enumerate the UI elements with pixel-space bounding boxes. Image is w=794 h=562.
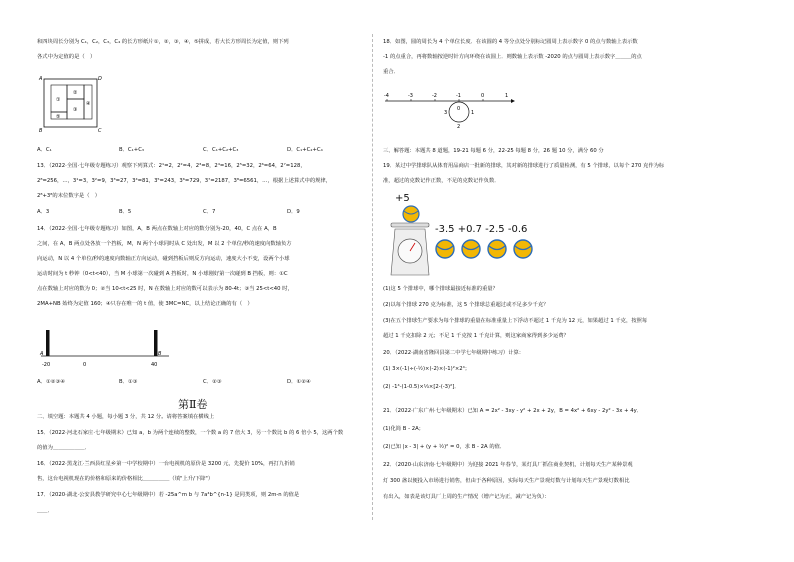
- q17-line2: ＿＿．: [37, 508, 53, 514]
- piece-label-4: ④: [86, 101, 91, 107]
- number-circle: [449, 102, 469, 122]
- tick-0: 0: [481, 93, 485, 99]
- column-divider: [372, 34, 373, 520]
- corner-label-c: C: [98, 128, 102, 134]
- piece-label-1: ①: [56, 97, 61, 103]
- q12-option-c: C．C₁+C₂+C₃: [203, 147, 239, 153]
- q19-sub3-line2: 超过 1 千克扣除 2 元；不足 1 千克按 1 千克计算，则这家商家得到多少运费？: [383, 333, 569, 339]
- corner-label-a: A: [39, 76, 43, 82]
- q19-line2: 准，超过的克数记作正数，不足的克数记作负数．: [383, 178, 500, 184]
- volleyball-icon: [462, 240, 480, 258]
- q22-line1: 22．（2020·山东济南·七年级期中）为迎接 2021 年春节，某灯具厂抓住商业契机，计划每天生产某种景观: [383, 462, 633, 468]
- q13-option-a: A．3: [37, 209, 50, 215]
- q19-sub2: (2)以每个排球 270 克为标准，这 5 个排球总重超过或不足多少千克？: [383, 302, 549, 308]
- corner-label-d: D: [98, 76, 102, 82]
- q13-line3: 2⁸+3⁸的末位数字是（ ）: [37, 193, 101, 199]
- q13-line1: 13．（2022·全国·七年级专题练习）观察下列算式：2¹=2，2²=4，2³=8，2⁴=16，2⁵=32，2⁶=64，2⁷=128，: [37, 163, 306, 169]
- tick-1: 1: [505, 93, 509, 99]
- q19-sub1: (1)这 5 个排球中，哪个排球最接近标准的重量？: [383, 286, 498, 292]
- volleyball-row: [435, 238, 555, 260]
- q12-option-b: B．C₁+C₃: [119, 147, 145, 153]
- volleyball-icon: [488, 240, 506, 258]
- barrier-b: [154, 330, 158, 356]
- q14-option-b: B．①③: [119, 379, 138, 385]
- q19-plus5-label: +5: [395, 193, 410, 204]
- q14-option-c: C．②③: [203, 379, 222, 385]
- volleyball-icon: [514, 240, 532, 258]
- circle-label-2: 2: [457, 124, 461, 130]
- q13-option-b: B．5: [119, 209, 132, 215]
- solve-section-intro: 三、解答题：本题共 8 道题，19-21 每题 6 分，22-25 每题 8 分，26 题 10 分，满分 60 分: [383, 148, 604, 154]
- q13-line2: 2⁸=256，…，3¹=3，3²=9，3³=27，3⁴=81，3⁵=243，3⁶=729，3⁷=2187，3⁸=6561，…，根据上述算式中的规律，: [37, 178, 332, 184]
- axis-label-b: B: [158, 351, 162, 357]
- tick-neg2: -2: [432, 93, 437, 99]
- tick-label-40: 40: [151, 362, 158, 368]
- q16-line1: 16．（2022·黑龙江·兰西县红星乡第一中学校期中）一台电视机的原价是 3200 元，先提价 10%，再打九折销: [37, 461, 295, 467]
- q12-intro-line2: 各式中为定值的是（ ）: [37, 54, 96, 60]
- q12-intro-line1: 和四块周长分别为 C₁，C₂，C₃，C₄ 的长方形纸片①，②，③，④，⑤拼成，若大长方形周长为定值，则下列: [37, 39, 289, 45]
- piece-label-2: ②: [73, 90, 78, 96]
- q14-line4: 运动时间为 t 秒钟（0<t<40），当 M 小球第一次碰到 A 挡板时，N 小球刚好第一次碰到 B 挡板，则：①C: [37, 271, 288, 277]
- q19-deviation-values: -3.5 +0.7 -2.5 -0.6: [435, 224, 528, 235]
- q12-option-a: A．C₁: [37, 147, 52, 153]
- q20-title: 20．（2022·湖南省隆回县第二中学七年级期中练习）计算：: [383, 350, 525, 356]
- tick-label-0: 0: [83, 362, 87, 368]
- q18-line1: 18．如图，圆的周长为 4 个单位长度．在该圆的 4 等分点处分别标记圆周上表示数字 0 的点与数轴上表示数: [383, 39, 638, 45]
- q14-line6: 2MA+NB 始终为定值 160；④只存在唯一的 t 值，使 3MC=NC，以上结论正确的有（ ）: [37, 301, 253, 307]
- q14-line3: 向运动，N 以 4 个单位/秒的速度向数轴正方向运动，碰到挡板后则反方向运动，速度大小不变，设两个小球: [37, 256, 290, 262]
- q12-rectangle-figure: [37, 74, 107, 134]
- q14-line5: 点在数轴上对应的数为 0；②当 10<t<25 时，N 在数轴上对应的数可以表示为 80-4t；③当 25<t<40 时，: [37, 286, 293, 292]
- q12-option-d: D．C₁+C₂+C₄: [287, 147, 323, 153]
- q14-option-d: D．①②④: [287, 379, 311, 385]
- q15-line2: 的值为＿＿＿＿＿＿．: [37, 445, 90, 451]
- circle-label-0: 0: [457, 106, 461, 112]
- q20-part2: (2) -1⁴-(1-0.5)×⅓×[2-(-3)²]．: [383, 384, 460, 390]
- piece-label-5: ⑤: [56, 114, 61, 120]
- q18-circle-number-line: [383, 90, 523, 140]
- tick-neg4: -4: [384, 93, 389, 99]
- q13-option-c: C．7: [203, 209, 216, 215]
- weighing-scale-illustration: [385, 205, 433, 281]
- q14-line2: 之间，在 A，B 两点处各放一个挡板，M，N 两个小球同时从 C 处出发，M 以 2 个单位/秒的速度向数轴负方: [37, 241, 292, 247]
- piece-label-3: ③: [73, 107, 78, 113]
- q17-line1: 17．（2020·湖北·公安县教学研究中心七年级期中）若 -25a^m b 与 7a⁴b^{n-1} 是同类项，则 2m-n 的值是: [37, 492, 300, 498]
- corner-label-b: B: [39, 128, 43, 134]
- circle-label-3: 3: [444, 110, 448, 116]
- q21-part2: (2)已知 |x - 3| + (y + ½)² = 0，求 B - 2A 的值．: [383, 444, 506, 450]
- q22-line3: 有出入，如表是该灯具厂上周的生产情况（增产记为正，减产记为负）：: [383, 494, 550, 500]
- volleyball-icon: [436, 240, 454, 258]
- axis-label-a: A: [40, 351, 44, 357]
- q18-line2: -1 的点重合，再将数轴按逆时针方向环绕在该圆上．则数轴上表示数 -2020 的点与圆周上表示数字＿＿＿的点: [383, 54, 642, 60]
- q14-line1: 14．（2022·全国·七年级专题练习）如图，A，B 两点在数轴上对应的数分别为-20，40，C 点在 A，B: [37, 226, 277, 232]
- q16-line2: 售，这台电视机现在的价格和原来的价格相比＿＿＿＿＿（填"上升/下降"）: [37, 476, 214, 482]
- q14-number-line: [37, 326, 177, 372]
- q14-option-a: A．①②③④: [37, 379, 65, 385]
- q20-part1: (1) 3×(-1)÷(-½)×(-2)×(-1)²×2⁴；: [383, 366, 471, 372]
- q21-title: 21．（2022·广东广州·七年级期末）已知 A = 2x² - 3xy - y² + 2x + 2y，B = 4x² + 6xy - 2y² - 3x + 4y．: [383, 408, 643, 414]
- tick-neg3: -3: [408, 93, 413, 99]
- q19-line1: 19．某过中学排球队从体育用品商店一批新的排球，其对新的排球进行了质量检测，有 5 个排球，以每个 270 克作为标: [383, 163, 665, 169]
- q22-line2: 灯 300 盏以便投入市场进行销售，但由于各种原因，实际每天生产景观灯数与计划每天生产景观灯数相比: [383, 478, 630, 484]
- tick-label-neg20: -20: [42, 362, 51, 368]
- q19-sub3-line1: (3)在五个排球生产要求为每个排球的重量在标准重量上下浮动不超过 1 千克为 12 元，如果超过 1 千克，按照每: [383, 318, 648, 324]
- barrier-a: [46, 330, 50, 356]
- q21-part1: (1)化简 B - 2A；: [383, 426, 424, 432]
- q15-line1: 15．（2022·河北石家庄·七年级期末）已知 a，b 为两个连续的整数，一个数 a 的 7 倍大 3，另一个数比 b 的 6 倍小 5，这两个数: [37, 430, 344, 436]
- tick-neg1: -1: [456, 93, 461, 99]
- q13-option-d: D．9: [287, 209, 300, 215]
- fill-section-intro: 二、填空题：本题共 4 小题，每小题 3 分，共 12 分。请将答案填在横线上: [37, 414, 215, 420]
- part2-title: 第Ⅱ卷: [178, 398, 208, 411]
- q18-line3: 重合．: [383, 69, 399, 75]
- circle-label-1: 1: [471, 110, 475, 116]
